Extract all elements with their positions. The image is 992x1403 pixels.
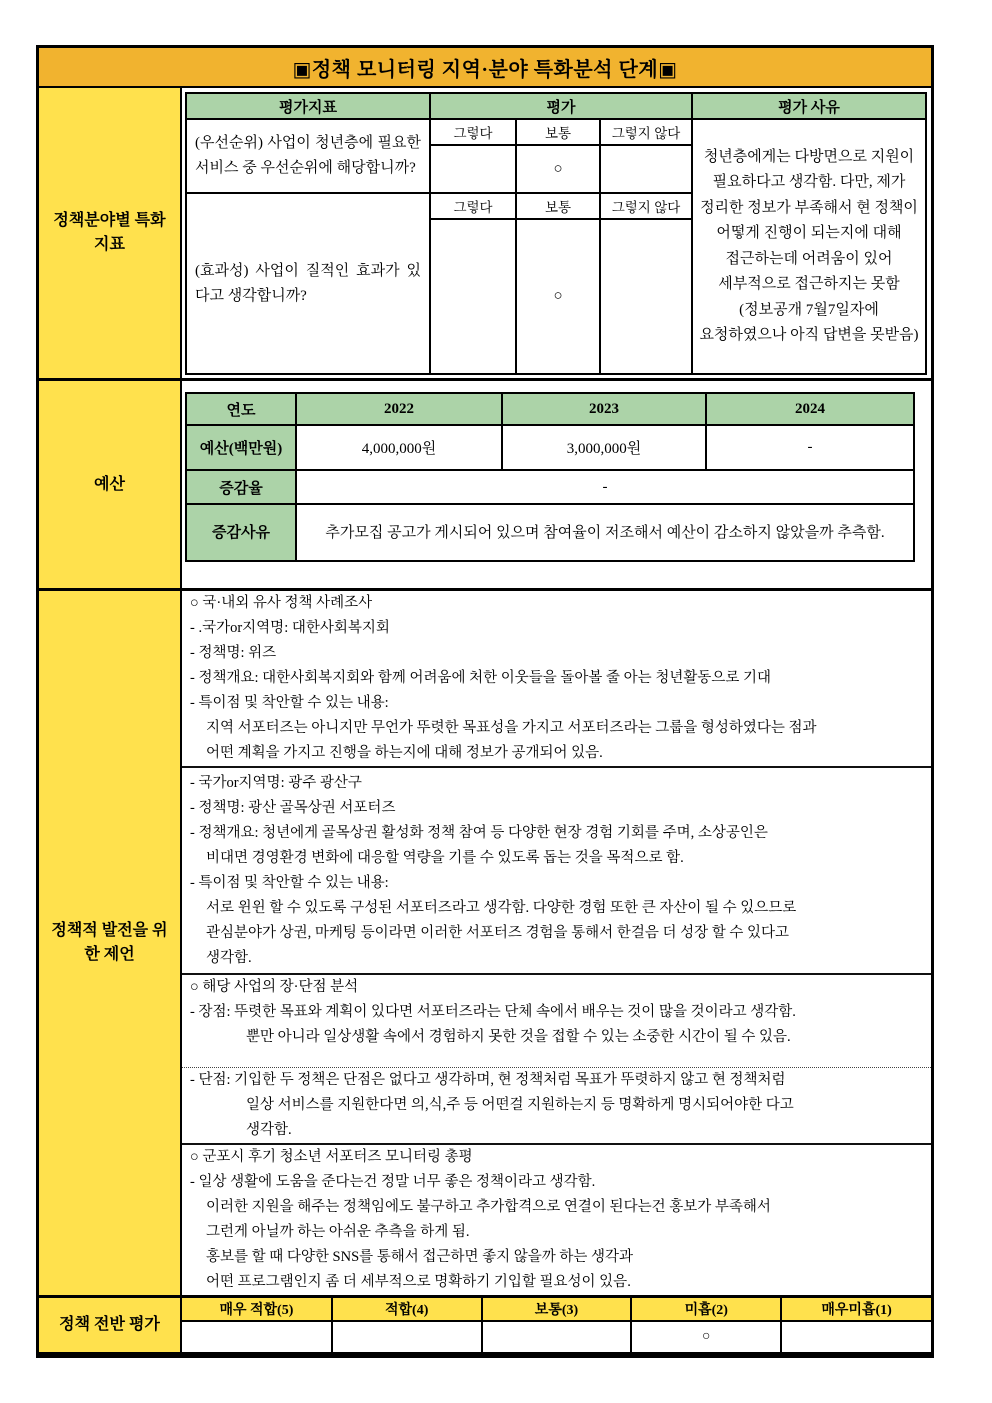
option-neutral: 보통(3) <box>482 1298 632 1321</box>
answer-cell-very-suitable[interactable] <box>182 1321 332 1352</box>
text-line: ○ 군포시 후기 청소년 서포터즈 모니터링 총평 <box>190 1149 473 1165</box>
sidebar-label-indicator <box>39 88 182 378</box>
indicator-table <box>185 92 927 375</box>
suggestion-block-pros-cons <box>182 975 931 1145</box>
col-header-reason: 평가 사유 <box>692 93 926 119</box>
overall-rating-answer-row <box>182 1321 931 1352</box>
text-line: 비대면 경영환경 변화에 대응할 역량을 기를 수 있도록 돕는 것을 목적으로 함. <box>206 850 684 866</box>
budget-row-header-change-rate: 증감율 <box>186 470 296 504</box>
suggestion-block-overall-review <box>182 1145 931 1295</box>
budget-year-2022: 2022 <box>296 393 502 425</box>
text-line: 어떤 프로그램인지 좀 더 세부적으로 명확하기 기입할 필요성이 있음. <box>206 1274 631 1290</box>
indicator-content <box>182 88 931 378</box>
option-suitable: 적합(4) <box>332 1298 482 1321</box>
section-suggestion <box>39 591 931 1298</box>
text-line: 서로 윈윈 할 수 있도록 구성된 서포터즈라고 생각함. 다양한 경험 또한 큰 자산이 될 수 있으므로 <box>206 900 797 916</box>
answer-cell-q2-yes[interactable] <box>430 219 516 374</box>
sidebar-label-text: 정책분야별 특화지표 <box>53 212 166 253</box>
budget-change-rate-value: - <box>296 470 914 504</box>
budget-row-header-change-reason: 증감사유 <box>186 504 296 561</box>
text-line: 이러한 지원을 해주는 정책임에도 불구하고 추가합격으로 연결이 된다는건 홍보가 부족해서 <box>206 1199 771 1215</box>
rating-reason-text: 청년층에게는 다방면으로 지원이 필요하다고 생각함. 다만, 제가 정리한 정보가 부족해서 현 정책이 어떻게 진행이 되는지에 대해 접근하는데 어려움이 있어 세부적으로 접근하지는 못함 (정보공개 7월7일자에 요청하였으나 아직 답변을 못받음) <box>692 119 926 374</box>
text-line: - 정책개요: 청년에게 골목상권 활성화 정책 참여 등 다양한 현장 경험 기회를 주며, 소상공인은 <box>190 825 768 841</box>
text-line: 그런게 아닐까 하는 아쉬운 추측을 하게 됨. <box>206 1224 470 1240</box>
suggestion-block-case-study-2 <box>182 768 931 975</box>
budget-amount-2024: - <box>706 425 914 470</box>
text-line: 관심분야가 상권, 마케팅 등이라면 이러한 서포터즈 경험을 통해서 한걸음 더 성장 할 수 있다고 <box>206 925 790 941</box>
text-line: - 일상 생활에 도움을 준다는건 정말 너무 좋은 정책이라고 생각함. <box>190 1174 596 1190</box>
text-line: 생각함. <box>206 950 252 966</box>
overall-rating-header-row <box>182 1298 931 1321</box>
text-line: - 장점: 뚜렷한 목표와 계획이 있다면 서포터즈라는 단체 속에서 배우는 것이 많을 것이라고 생각함. <box>190 1004 796 1020</box>
answer-cell-q1-yes[interactable] <box>430 145 516 193</box>
overall-rating-table <box>182 1298 931 1352</box>
answer-cell-neutral[interactable] <box>482 1321 632 1352</box>
answer-cell-q2-no[interactable] <box>600 219 692 374</box>
pros-subblock <box>182 975 931 1067</box>
scale-q2-no: 그렇지 않다 <box>600 193 692 219</box>
option-very-insufficient: 매우미흡(1) <box>781 1298 931 1321</box>
text-line: 지역 서포터즈는 아니지만 무언가 뚜렷한 목표성을 가지고 서포터즈라는 그룹을 형성하였다는 점과 <box>206 720 817 736</box>
answer-cell-suitable[interactable] <box>332 1321 482 1352</box>
question-2-text: (효과성) 사업이 질적인 효과가 있다고 생각합니까? <box>186 193 430 374</box>
budget-year-2024: 2024 <box>706 393 914 425</box>
text-line: - 정책개요: 대한사회복지회와 함께 어려움에 처한 이웃들을 돌아볼 줄 아는 청년활동으로 기대 <box>190 670 771 686</box>
answer-cell-insufficient[interactable]: ○ <box>631 1321 781 1352</box>
text-line: - .국가or지역명: 대한사회복지회 <box>190 620 390 636</box>
answer-cell-very-insufficient[interactable] <box>781 1321 931 1352</box>
text-line: ○ 해당 사업의 장·단점 분석 <box>190 979 359 995</box>
option-very-suitable: 매우 적합(5) <box>182 1298 332 1321</box>
sidebar-label-text: 정책적 발전을 위한 제언 <box>51 922 168 963</box>
text-line: 생각함. <box>246 1122 292 1138</box>
text-line: 뿐만 아니라 일상생활 속에서 경험하지 못한 것을 접할 수 있는 소중한 시간이 될 수 있음. <box>246 1029 791 1045</box>
cons-subblock <box>182 1067 931 1143</box>
text-line: - 특이점 및 착안할 수 있는 내용: <box>190 695 389 711</box>
scale-q1-neutral: 보통 <box>516 119 600 145</box>
budget-year-2023: 2023 <box>502 393 706 425</box>
sidebar-label-overall <box>39 1298 182 1352</box>
option-insufficient: 미흡(2) <box>631 1298 781 1321</box>
page-title: ▣정책 모니터링 지역·분야 특화분석 단계▣ <box>39 48 931 88</box>
text-line: - 단점: 기입한 두 정책은 단점은 없다고 생각하며, 현 정책처럼 목표가 뚜렷하지 않고 현 정책처럼 <box>190 1072 786 1088</box>
section-budget <box>39 381 931 591</box>
text-line: ○ 국·내외 유사 정책 사례조사 <box>190 595 373 611</box>
text-line: 홍보를 할 때 다양한 SNS를 통해서 접근하면 좋지 않을까 하는 생각과 <box>206 1249 634 1265</box>
scale-q2-neutral: 보통 <box>516 193 600 219</box>
text-line: - 국가or지역명: 광주 광산구 <box>190 775 362 791</box>
answer-cell-q1-no[interactable] <box>600 145 692 193</box>
suggestion-block-case-study-1 <box>182 591 931 768</box>
overall-rating-content <box>182 1298 931 1352</box>
scale-q1-yes: 그렇다 <box>430 119 516 145</box>
budget-amount-2023: 3,000,000원 <box>502 425 706 470</box>
text-line: - 정책명: 광산 골목상권 서포터즈 <box>190 800 396 816</box>
text-line: - 특이점 및 착안할 수 있는 내용: <box>190 875 389 891</box>
answer-cell-q1-neutral[interactable]: ○ <box>516 145 600 193</box>
col-header-indicator: 평가지표 <box>186 93 430 119</box>
budget-content <box>182 381 931 588</box>
budget-table <box>185 392 915 562</box>
scale-q1-no: 그렇지 않다 <box>600 119 692 145</box>
answer-cell-q2-neutral[interactable]: ○ <box>516 219 600 374</box>
text-line: 일상 서비스를 지원한다면 의,식,주 등 어떤걸 지원하는지 등 명확하게 명시되어야한 다고 <box>246 1097 794 1113</box>
text-line: - 정책명: 위즈 <box>190 645 277 661</box>
col-header-rating: 평가 <box>430 93 692 119</box>
text-line: 어떤 계획을 가지고 진행을 하는지에 대해 정보가 공개되어 있음. <box>206 745 603 761</box>
sidebar-label-budget <box>39 381 182 588</box>
budget-row-header-year: 연도 <box>186 393 296 425</box>
sidebar-label-suggestion <box>39 591 182 1295</box>
budget-amount-2022: 4,000,000원 <box>296 425 502 470</box>
budget-row-header-amount: 예산(백만원) <box>186 425 296 470</box>
policy-monitoring-form <box>36 45 934 1358</box>
sidebar-label-text: 정책 전반 평가 <box>59 1316 160 1333</box>
scale-q2-yes: 그렇다 <box>430 193 516 219</box>
sidebar-label-text: 예산 <box>94 475 125 493</box>
question-1-text: (우선순위) 사업이 청년층에 필요한 서비스 중 우선순위에 해당합니까? <box>186 119 430 193</box>
suggestion-content <box>182 591 931 1295</box>
section-overall-rating <box>39 1298 931 1352</box>
budget-change-reason-value: 추가모집 공고가 게시되어 있으며 참여율이 저조해서 예산이 감소하지 않았을까 추측함. <box>296 504 914 561</box>
section-indicator <box>39 88 931 381</box>
